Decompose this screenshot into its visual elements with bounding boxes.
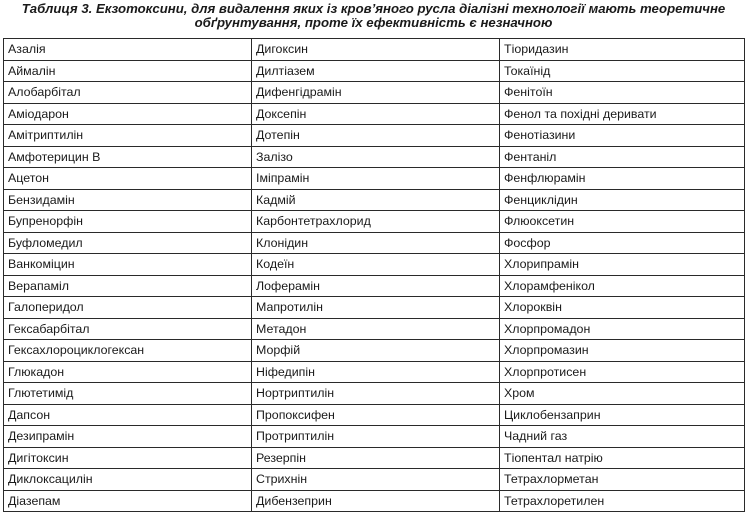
- table-cell: Хлорпромазин: [500, 340, 745, 362]
- table-cell: Дигітоксин: [4, 447, 252, 469]
- table-cell: Клонідин: [252, 232, 500, 254]
- table-cell: Лоферамін: [252, 275, 500, 297]
- table-row: [4, 297, 745, 319]
- table-cell: Дибензеприн: [252, 490, 500, 512]
- table-cell: Фенфлюрамін: [500, 168, 745, 190]
- table-cell: Стрихнін: [252, 469, 500, 491]
- table-cell: Фенциклідин: [500, 189, 745, 211]
- table-row: [4, 211, 745, 233]
- table-caption-line-2: обґрунтування, проте їх ефективність є незначною: [194, 15, 553, 30]
- table-cell: Пропоксифен: [252, 404, 500, 426]
- table-cell: Хлороквін: [500, 297, 745, 319]
- table-row: [4, 426, 745, 448]
- table-row: [4, 490, 745, 512]
- table-cell: Ніфедипін: [252, 361, 500, 383]
- table-row: [4, 318, 745, 340]
- table-cell: Хлорпротисен: [500, 361, 745, 383]
- table-cell: Аймалін: [4, 60, 252, 82]
- table-row: [4, 60, 745, 82]
- table-row: [4, 82, 745, 104]
- table-cell: Верапаміл: [4, 275, 252, 297]
- table-cell: Бупренорфін: [4, 211, 252, 233]
- table-cell: Дилтіазем: [252, 60, 500, 82]
- table-cell: Іміпрамін: [252, 168, 500, 190]
- table-cell: Циклобензаприн: [500, 404, 745, 426]
- table-cell: Азалія: [4, 39, 252, 61]
- table-cell: Аміодарон: [4, 103, 252, 125]
- table-cell: Хлорамфенікол: [500, 275, 745, 297]
- table-cell: Ванкоміцин: [4, 254, 252, 276]
- table-cell: Хлорпромадон: [500, 318, 745, 340]
- table-cell: Глютетимід: [4, 383, 252, 405]
- table-cell: Залізо: [252, 146, 500, 168]
- table-cell: Резерпін: [252, 447, 500, 469]
- table-row: [4, 447, 745, 469]
- table-cell: Нортриптилін: [252, 383, 500, 405]
- table-cell: Тетрахлорметан: [500, 469, 745, 491]
- table-row: [4, 404, 745, 426]
- table-cell: Ацетон: [4, 168, 252, 190]
- table-cell: Дотепін: [252, 125, 500, 147]
- table-cell: Кодеїн: [252, 254, 500, 276]
- table-cell: Буфломедил: [4, 232, 252, 254]
- table-cell: Гексахлороциклогексан: [4, 340, 252, 362]
- table-cell: Кадмій: [252, 189, 500, 211]
- table-cell: Карбонтетрахлорид: [252, 211, 500, 233]
- exotoxins-table-body: [4, 39, 745, 512]
- table-cell: Амітриптилін: [4, 125, 252, 147]
- table-row: [4, 340, 745, 362]
- table-cell: Дифенгідрамін: [252, 82, 500, 104]
- table-row: [4, 103, 745, 125]
- table-cell: Токаїнід: [500, 60, 745, 82]
- table-cell: Галоперидол: [4, 297, 252, 319]
- table-cell: Диклоксацилін: [4, 469, 252, 491]
- table-cell: Хром: [500, 383, 745, 405]
- table-row: [4, 39, 745, 61]
- table-cell: Алобарбітал: [4, 82, 252, 104]
- table-cell: Фентаніл: [500, 146, 745, 168]
- table-cell: Дезипрамін: [4, 426, 252, 448]
- table-cell: Дигоксин: [252, 39, 500, 61]
- table-cell: Мапротилін: [252, 297, 500, 319]
- table-caption: [0, 2, 747, 30]
- table-cell: Фосфор: [500, 232, 745, 254]
- table-cell: Амфотерицин В: [4, 146, 252, 168]
- table-caption-line-1: Таблиця 3. Екзотоксини, для видалення яких із кров’яного русла діалізні технології мають теоретичне: [21, 1, 726, 16]
- table-cell: Фенітоїн: [500, 82, 745, 104]
- table-cell: Хлорипрамін: [500, 254, 745, 276]
- table-cell: Протриптилін: [252, 426, 500, 448]
- table-cell: Флюоксетин: [500, 211, 745, 233]
- table-row: [4, 254, 745, 276]
- table-row: [4, 383, 745, 405]
- table-row: [4, 275, 745, 297]
- table-row: [4, 232, 745, 254]
- table-cell: Фенотіазини: [500, 125, 745, 147]
- table-row: [4, 189, 745, 211]
- table-row: [4, 146, 745, 168]
- table-cell: Тіоридазин: [500, 39, 745, 61]
- table-cell: Чадний газ: [500, 426, 745, 448]
- table-cell: Морфій: [252, 340, 500, 362]
- table-cell: Метадон: [252, 318, 500, 340]
- table-row: [4, 361, 745, 383]
- table-cell: Тіопентал натрію: [500, 447, 745, 469]
- table-cell: Гексабарбітал: [4, 318, 252, 340]
- table-cell: Дапсон: [4, 404, 252, 426]
- table-cell: Тетрахлоретилен: [500, 490, 745, 512]
- table-row: [4, 125, 745, 147]
- table-row: [4, 469, 745, 491]
- table-cell: Діазепам: [4, 490, 252, 512]
- table-cell: Бензидамін: [4, 189, 252, 211]
- table-cell: Фенол та похідні деривати: [500, 103, 745, 125]
- exotoxins-table: [3, 38, 745, 512]
- table-row: [4, 168, 745, 190]
- table-cell: Глюкадон: [4, 361, 252, 383]
- table-cell: Доксепін: [252, 103, 500, 125]
